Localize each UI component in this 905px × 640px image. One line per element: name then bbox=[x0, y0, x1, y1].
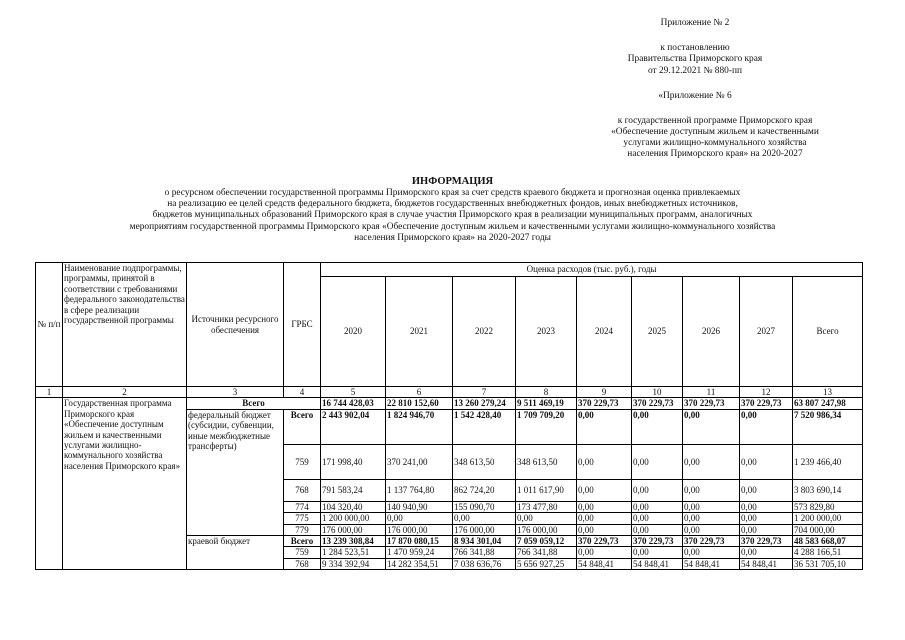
program-line-2: услугами жилищно-коммунального хозяйства bbox=[623, 138, 807, 148]
value-cell: 0,00 bbox=[683, 479, 740, 501]
col-number: 12 bbox=[740, 387, 793, 398]
value-cell: 54 848,41 bbox=[577, 558, 632, 569]
appendix6-label: «Приложение № 6 bbox=[658, 91, 732, 101]
value-cell: 1 470 959,24 bbox=[386, 547, 453, 558]
value-cell: 1 542 428,40 bbox=[453, 409, 516, 444]
col-number: 1 bbox=[36, 387, 63, 398]
grbs-cell: 768 bbox=[284, 479, 321, 501]
value-cell: 1 239 466,40 bbox=[793, 444, 863, 479]
header-year: 2024 bbox=[577, 277, 632, 387]
table-row-total bbox=[36, 398, 863, 409]
value-cell: 0,00 bbox=[740, 409, 793, 444]
value-cell: 7 059 059,12 bbox=[516, 536, 577, 547]
col-number: 11 bbox=[683, 387, 740, 398]
col-number: 9 bbox=[577, 387, 632, 398]
value-cell: 16 744 428,03 bbox=[321, 398, 386, 409]
value-cell: 63 807 247,98 bbox=[793, 398, 863, 409]
value-cell: 370 229,73 bbox=[740, 398, 793, 409]
grbs-cell: 759 bbox=[284, 547, 321, 558]
header-year: 2023 bbox=[516, 277, 577, 387]
description-line: бюджетов муниципальных образований Приморского края в случае участия Приморского края в реализации муниципальных программ, аналогичных bbox=[152, 210, 753, 221]
grbs-cell: Всего bbox=[284, 536, 321, 547]
value-cell: 0,00 bbox=[577, 444, 632, 479]
grbs-cell: 774 bbox=[284, 501, 321, 512]
grbs-cell: 775 bbox=[284, 513, 321, 524]
value-cell: 0,00 bbox=[683, 524, 740, 535]
value-cell: 173 477,80 bbox=[516, 501, 577, 512]
value-cell: 370 229,73 bbox=[632, 398, 683, 409]
value-cell: 5 656 927,25 bbox=[516, 558, 577, 569]
value-cell: 0,00 bbox=[386, 513, 453, 524]
header-year: 2027 bbox=[740, 277, 793, 387]
value-cell: 862 724,20 bbox=[453, 479, 516, 501]
program-line-3: населения Приморского края» на 2020-2027 bbox=[627, 149, 803, 159]
header-year: 2026 bbox=[683, 277, 740, 387]
header-estimate: Оценка расходов (тыс. руб.), годы bbox=[321, 263, 863, 277]
value-cell: 1 200 000,00 bbox=[793, 513, 863, 524]
header-sources: Источники ресурсного обеспечения bbox=[187, 263, 284, 387]
value-cell: 704 000,00 bbox=[793, 524, 863, 535]
value-cell: 13 260 279,24 bbox=[453, 398, 516, 409]
value-cell: 14 282 354,51 bbox=[386, 558, 453, 569]
value-cell: 0,00 bbox=[577, 547, 632, 558]
col-number: 6 bbox=[386, 387, 453, 398]
row-num bbox=[36, 398, 63, 570]
appendix-label: Приложение № 2 bbox=[660, 18, 730, 28]
value-cell: 0,00 bbox=[632, 409, 683, 444]
value-cell: 766 341,88 bbox=[453, 547, 516, 558]
value-cell: 8 934 301,04 bbox=[453, 536, 516, 547]
value-cell: 1 011 617,90 bbox=[516, 479, 577, 501]
value-cell: 54 848,41 bbox=[632, 558, 683, 569]
value-cell: 176 000,00 bbox=[386, 524, 453, 535]
value-cell: 370 229,73 bbox=[632, 536, 683, 547]
header-name: Наименование подпрограммы, программы, принятой в соответствии с требованиями федерального законодательства в сфере реализации государственной программы bbox=[63, 263, 187, 387]
value-cell: 0,00 bbox=[740, 513, 793, 524]
government-label: Правительства Приморского края bbox=[627, 54, 763, 64]
value-cell: 0,00 bbox=[632, 479, 683, 501]
value-cell: 1 824 946,70 bbox=[386, 409, 453, 444]
document-title: ИНФОРМАЦИЯ bbox=[411, 176, 494, 187]
value-cell: 9 511 469,19 bbox=[516, 398, 577, 409]
program-name: Государственная программа Приморского края «Обеспечение доступным жильем и качественными услугами жилищно-коммунального хозяйства населения Приморского края» bbox=[63, 398, 187, 570]
col-number: 3 bbox=[187, 387, 284, 398]
description-line: населения Приморского края» на 2020-2027 годы bbox=[354, 232, 551, 243]
column-number-row bbox=[36, 387, 863, 398]
col-number: 10 bbox=[632, 387, 683, 398]
description-line: на реализацию ее целей средств федерального бюджета, бюджетов государственных внебюджетных фондов, иных внебюджетных источников, bbox=[167, 199, 738, 210]
source-regional: краевой бюджет bbox=[187, 536, 284, 570]
value-cell: 370 229,73 bbox=[577, 536, 632, 547]
value-cell: 176 000,00 bbox=[516, 524, 577, 535]
value-cell: 22 810 152,60 bbox=[386, 398, 453, 409]
value-cell: 7 038 636,76 bbox=[453, 558, 516, 569]
grbs-cell: Всего bbox=[284, 409, 321, 444]
value-cell: 1 200 000,00 bbox=[321, 513, 386, 524]
header-year: 2021 bbox=[386, 277, 453, 387]
value-cell: 0,00 bbox=[740, 479, 793, 501]
description-line: о ресурсном обеспечении государственной программы Приморского края за счет средств краевого бюджета и прогнозная оценка привлекаемых bbox=[164, 188, 741, 198]
value-cell: 155 090,70 bbox=[453, 501, 516, 512]
value-cell: 2 443 902,04 bbox=[321, 409, 386, 444]
value-cell: 9 334 392,94 bbox=[321, 558, 386, 569]
value-cell: 0,00 bbox=[740, 547, 793, 558]
value-cell: 0,00 bbox=[683, 513, 740, 524]
description-line: мероприятиям государственной программы Приморского края «Обеспечение доступным жильем и качественными услугами жилищно-коммунального хозяйства bbox=[129, 221, 776, 232]
value-cell: 0,00 bbox=[683, 444, 740, 479]
grbs-cell: 779 bbox=[284, 524, 321, 535]
value-cell: 0,00 bbox=[577, 501, 632, 512]
source-federal: федеральный бюджет (субсидии, субвенции, иные межбюджетные трансферты) bbox=[187, 409, 284, 535]
value-cell: 0,00 bbox=[740, 501, 793, 512]
col-number: 13 bbox=[793, 387, 863, 398]
header-total: Всего bbox=[793, 277, 863, 387]
header-num: № п/п bbox=[36, 263, 63, 387]
total-label: Всего bbox=[187, 398, 321, 409]
value-cell: 0,00 bbox=[740, 524, 793, 535]
value-cell: 0,00 bbox=[577, 409, 632, 444]
value-cell: 54 848,41 bbox=[683, 558, 740, 569]
value-cell: 0,00 bbox=[577, 513, 632, 524]
value-cell: 0,00 bbox=[632, 501, 683, 512]
value-cell: 0,00 bbox=[516, 513, 577, 524]
value-cell: 0,00 bbox=[632, 444, 683, 479]
resolution-label: к постановлению bbox=[660, 43, 730, 53]
header-year: 2025 bbox=[632, 277, 683, 387]
document-description bbox=[80, 188, 825, 244]
resource-table bbox=[35, 262, 863, 570]
value-cell: 370 229,73 bbox=[577, 398, 632, 409]
header-year: 2020 bbox=[321, 277, 386, 387]
value-cell: 176 000,00 bbox=[453, 524, 516, 535]
value-cell: 370 229,73 bbox=[683, 398, 740, 409]
value-cell: 0,00 bbox=[632, 547, 683, 558]
value-cell: 0,00 bbox=[577, 479, 632, 501]
value-cell: 0,00 bbox=[632, 524, 683, 535]
col-number: 2 bbox=[63, 387, 187, 398]
value-cell: 4 288 166,51 bbox=[793, 547, 863, 558]
value-cell: 7 520 986,34 bbox=[793, 409, 863, 444]
program-line-1: «Обеспечение доступным жильем и качественными bbox=[611, 127, 819, 137]
value-cell: 1 137 764,80 bbox=[386, 479, 453, 501]
value-cell: 17 870 080,15 bbox=[386, 536, 453, 547]
grbs-cell: 768 bbox=[284, 558, 321, 569]
value-cell: 176 000,00 bbox=[321, 524, 386, 535]
value-cell: 791 583,24 bbox=[321, 479, 386, 501]
value-cell: 140 940,90 bbox=[386, 501, 453, 512]
col-number: 8 bbox=[516, 387, 577, 398]
program-ref: к государственной программе Приморского края bbox=[617, 116, 813, 126]
value-cell: 0,00 bbox=[740, 444, 793, 479]
grbs-cell: 759 bbox=[284, 444, 321, 479]
col-number: 4 bbox=[284, 387, 321, 398]
value-cell: 0,00 bbox=[577, 524, 632, 535]
value-cell: 0,00 bbox=[683, 409, 740, 444]
value-cell: 370 241,00 bbox=[386, 444, 453, 479]
value-cell: 3 803 690,14 bbox=[793, 479, 863, 501]
header-grbs: ГРБС bbox=[284, 263, 321, 387]
value-cell: 36 531 705,10 bbox=[793, 558, 863, 569]
value-cell: 13 239 308,84 bbox=[321, 536, 386, 547]
value-cell: 573 829,80 bbox=[793, 501, 863, 512]
value-cell: 766 341,88 bbox=[516, 547, 577, 558]
value-cell: 370 229,73 bbox=[683, 536, 740, 547]
value-cell: 348 613,50 bbox=[516, 444, 577, 479]
value-cell: 48 583 668,07 bbox=[793, 536, 863, 547]
resolution-date: от 29.12.2021 № 880-пп bbox=[647, 66, 743, 76]
value-cell: 1 709 709,20 bbox=[516, 409, 577, 444]
value-cell: 370 229,73 bbox=[740, 536, 793, 547]
col-number: 5 bbox=[321, 387, 386, 398]
value-cell: 0,00 bbox=[683, 501, 740, 512]
value-cell: 0,00 bbox=[632, 513, 683, 524]
header-year: 2022 bbox=[453, 277, 516, 387]
value-cell: 0,00 bbox=[683, 547, 740, 558]
value-cell: 1 284 523,51 bbox=[321, 547, 386, 558]
value-cell: 0,00 bbox=[453, 513, 516, 524]
value-cell: 104 320,40 bbox=[321, 501, 386, 512]
col-number: 7 bbox=[453, 387, 516, 398]
value-cell: 54 848,41 bbox=[740, 558, 793, 569]
value-cell: 348 613,50 bbox=[453, 444, 516, 479]
value-cell: 171 998,40 bbox=[321, 444, 386, 479]
